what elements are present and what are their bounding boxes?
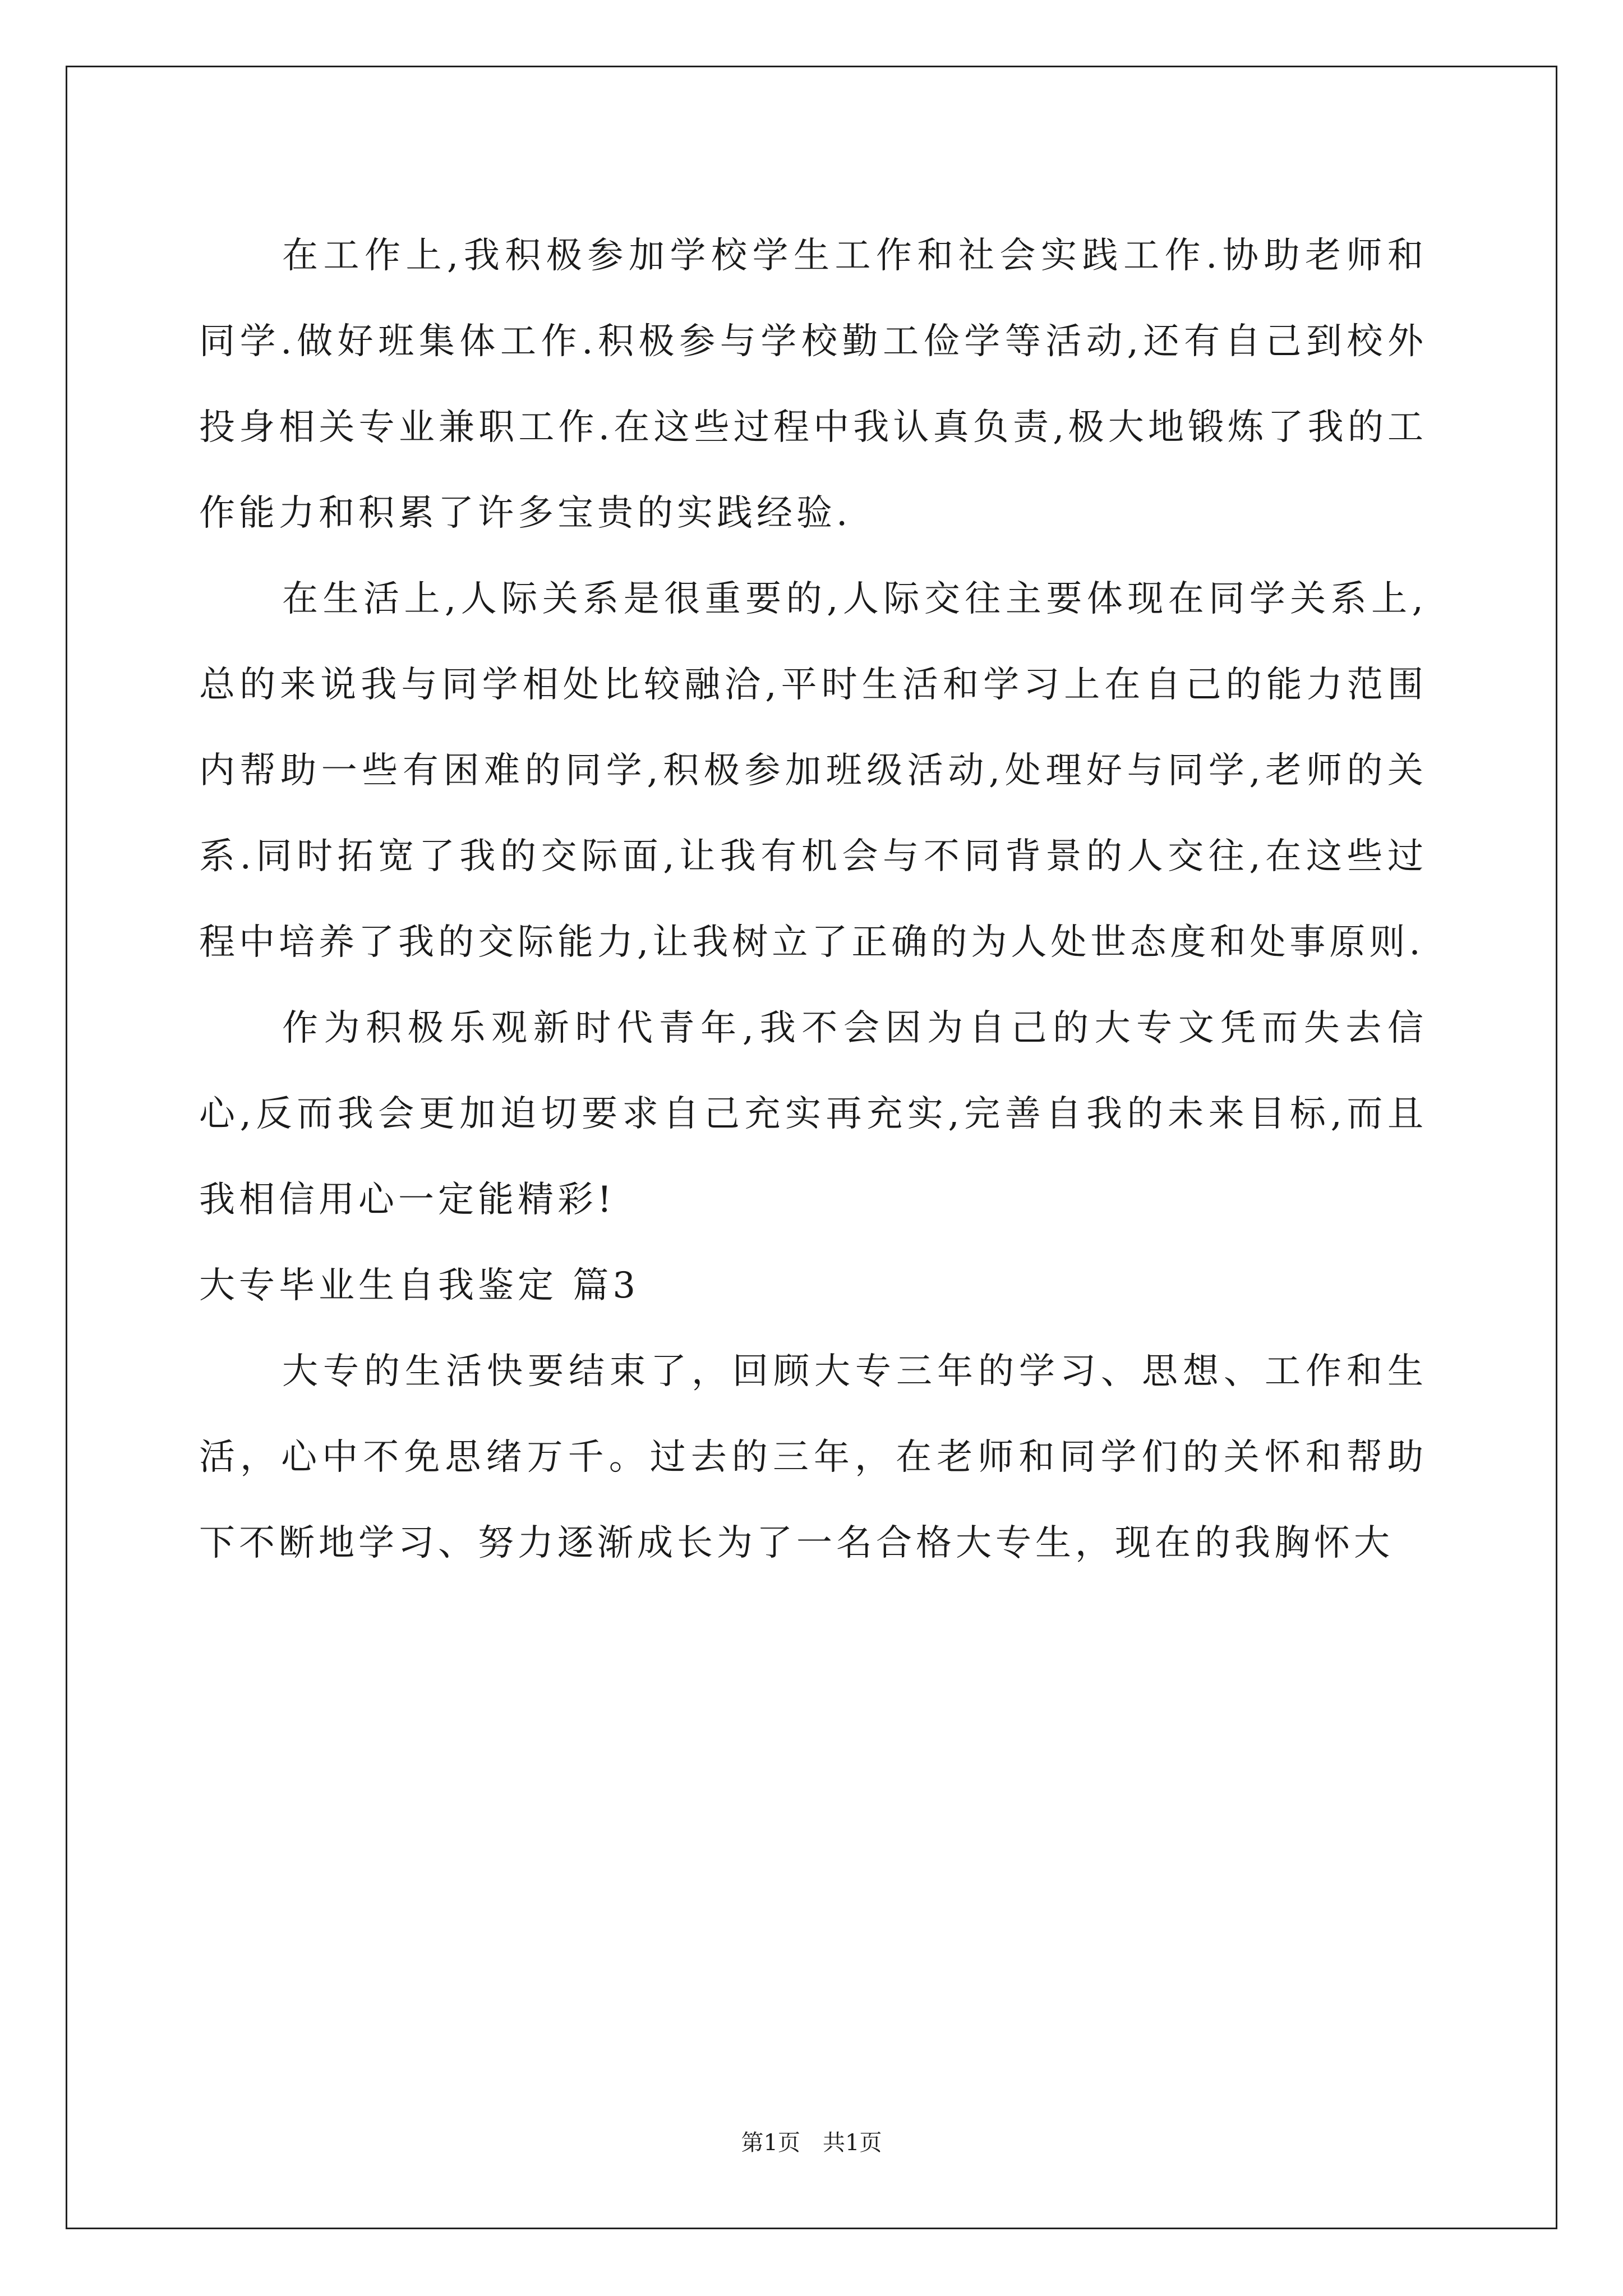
- page-number: 第1页: [741, 2130, 800, 2156]
- document-body: [199, 213, 1427, 1586]
- paragraph-work: 在工作上,我积极参加学校学生工作和社会实践工作.协助老师和同学.做好班集体工作.积极参与学校勤工俭学等活动,还有自己到校外投身相关专业兼职工作.在这些过程中我认真负责,极大地锻炼了我的工作能力和积累了许多宝贵的实践经验.: [199, 235, 1427, 534]
- paragraph-section-3: 大专的生活快要结束了，回顾大专三年的学习、思想、工作和生活，心中不免思绪万千。过去的三年，在老师和同学们的关怀和帮助下不断地学习、努力逐渐成长为了一名合格大专生，现在的我胸怀大: [199, 1351, 1427, 1564]
- section-heading: 大专毕业生自我鉴定 篇3: [199, 1265, 640, 1306]
- paragraph-outlook: 作为积极乐观新时代青年,我不会因为自己的大专文凭而失去信心,反而我会更加迫切要求自己充实再充实,完善自我的未来目标,而且我相信用心一定能精彩!: [199, 1007, 1427, 1221]
- paragraph-life: 在生活上,人际关系是很重要的,人际交往主要体现在同学关系上,总的来说我与同学相处比较融洽,平时生活和学习上在自己的能力范围内帮助一些有困难的同学,积极参加班级活动,处理好与同学,老师的关系.同时拓宽了我的交际面,让我有机会与不同背景的人交往,在这些过程中培养了我的交际能力,让我树立了正确的为人处世态度和处事原则.: [199, 578, 1427, 963]
- page-footer: [0, 2126, 1623, 2160]
- page-total: 共1页: [823, 2130, 882, 2156]
